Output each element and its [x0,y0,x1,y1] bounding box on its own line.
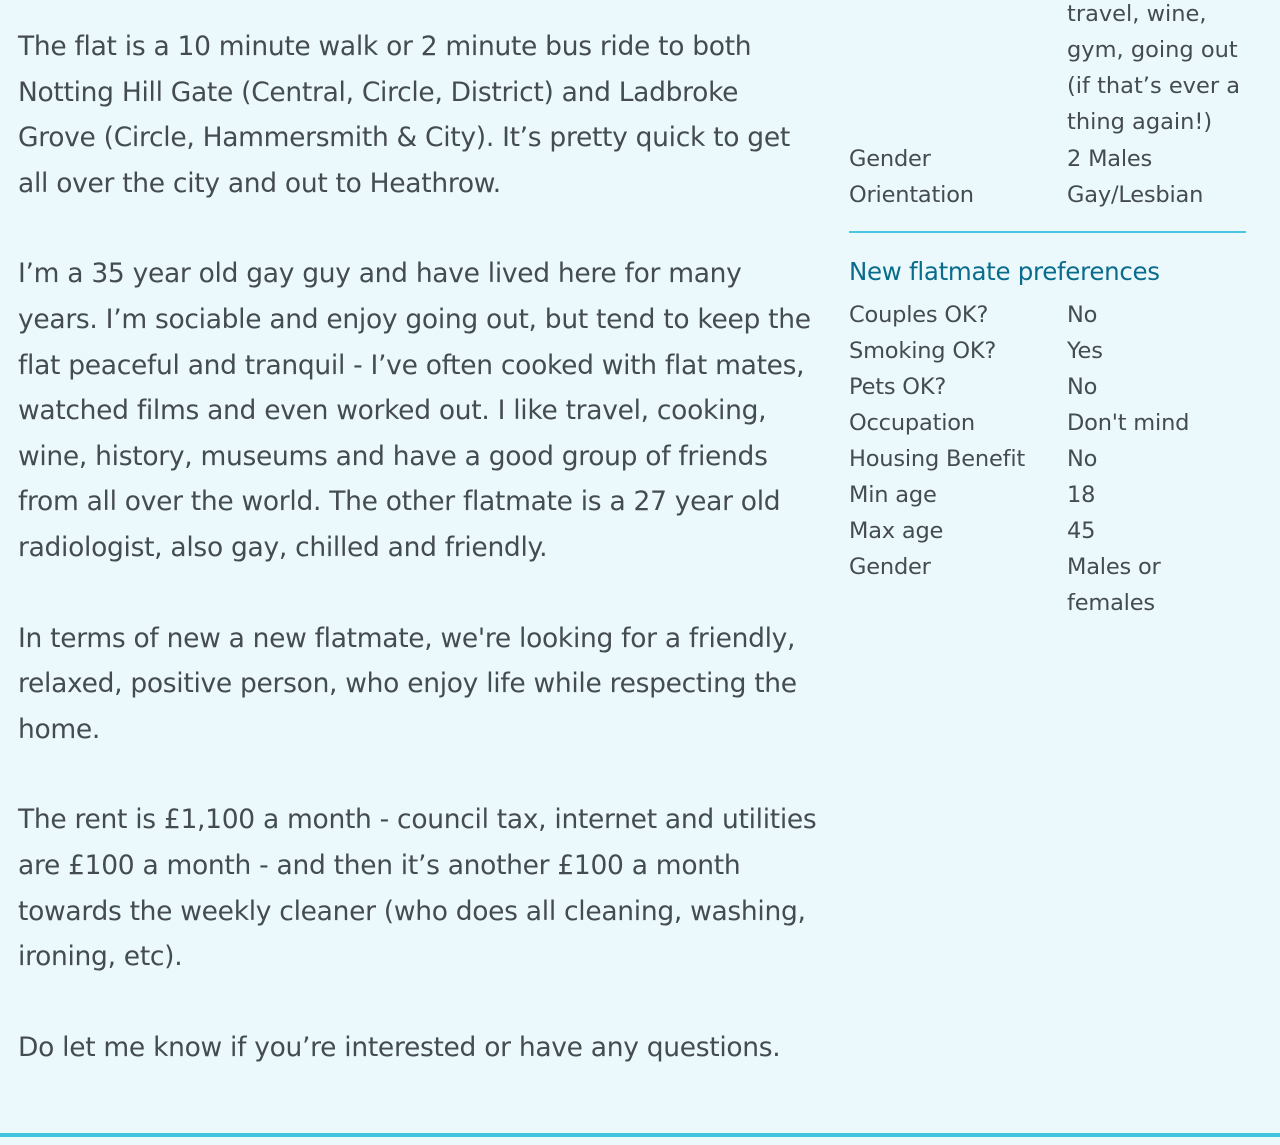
preferences-heading: New flatmate preferences [849,257,1160,286]
pref-row-min-age [849,477,1246,513]
pref-label: Max age [849,518,944,544]
flatmates-orientation-row [849,177,1246,213]
pref-value: Males or females [1067,554,1161,616]
description-paragraph-contact: Do let me know if you’re interested or have any questions. [18,1031,781,1063]
pref-label: Occupation [849,410,975,436]
description-paragraph-about-me: I’m a 35 year old gay guy and have lived here for many years. I’m sociable and enjoy going out, but tend to keep the flat peaceful and tranquil - I’ve often cooked with flat mates, watched films and even worked out. I like travel, cooking, wine, history, museums and have a good group of friends from all over the world. The other flatmate is a 27 year old radiologist, also gay, chilled and friendly. [18,258,811,563]
bottom-divider [0,1133,1280,1137]
pref-value: No [1067,446,1098,472]
pref-row-max-age [849,513,1246,549]
flatmates-orientation-label: Orientation [849,182,974,208]
pref-row-gender [849,549,1246,621]
pref-value: No [1067,302,1098,328]
pref-label: Min age [849,482,937,508]
flatmates-interests-value: travel, wine, gym, going out (if that’s ever a thing again!) [1067,1,1241,135]
description-paragraph-rent: The rent is £1,100 a month - council tax, internet and utilities are £100 a month - and then it’s another £100 a month towards the weekly cleaner (who does all cleaning, washing, ironing, etc). [18,804,817,973]
flatmates-gender-value: 2 Males [1067,146,1153,172]
pref-value: Don't mind [1067,410,1190,436]
listing-description [18,24,818,1115]
pref-row-housing-benefit [849,441,1246,477]
flatmates-orientation-value: Gay/Lesbian [1067,182,1204,208]
pref-value: No [1067,374,1098,400]
pref-label: Smoking OK? [849,338,997,364]
pref-value: 45 [1067,518,1096,544]
pref-value: 18 [1067,482,1096,508]
description-paragraph-transport: The flat is a 10 minute walk or 2 minute bus ride to both Notting Hill Gate (Central, Circle, District) and Ladbroke Grove (Circle, Hammersmith & City). It’s pretty quick to get all over the city and out to Heathrow. [18,31,790,199]
pref-row-occupation [849,405,1246,441]
pref-row-pets [849,369,1246,405]
pref-label: Gender [849,554,931,580]
pref-label: Couples OK? [849,302,989,328]
new-flatmate-preferences-section [849,253,1246,621]
flatmates-gender-row [849,141,1246,177]
pref-label: Housing Benefit [849,446,1025,472]
pref-row-smoking [849,333,1246,369]
description-paragraph-looking-for: In terms of new a new flatmate, we're looking for a friendly, relaxed, positive person, who enjoy life while respecting the home. [18,622,797,745]
section-divider [849,231,1246,233]
current-flatmates-section [849,141,1246,213]
pref-value: Yes [1067,338,1103,364]
flatmates-gender-label: Gender [849,146,931,172]
pref-row-couples [849,297,1246,333]
pref-label: Pets OK? [849,374,947,400]
